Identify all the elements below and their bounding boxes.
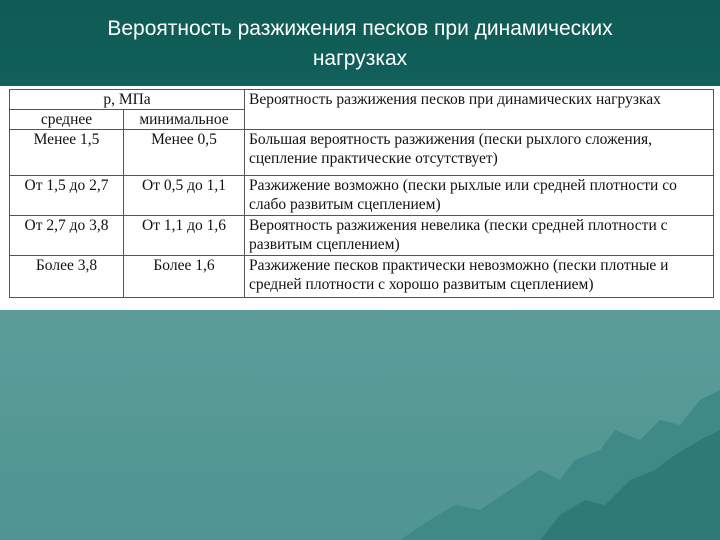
probability-header: Вероятность разжижения песков при динамических нагрузках	[245, 90, 714, 130]
minimum-cell: От 1,1 до 1,6	[124, 216, 245, 256]
pressure-header: p, МПа	[10, 90, 245, 110]
description-cell: Вероятность разжижения невелика (пески средней плотности с развитым сцеплением)	[245, 216, 714, 256]
minimum-cell: Более 1,6	[124, 256, 245, 298]
table-row	[10, 130, 714, 176]
slide-title: Вероятность разжижения песков при динамических нагрузках	[107, 17, 613, 70]
table-row	[10, 216, 714, 256]
minimum-cell: От 0,5 до 1,1	[124, 176, 245, 216]
description-cell: Разжижение песков практически невозможно (пески плотные и средней плотности с хорошо развитым сцеплением)	[245, 256, 714, 298]
average-header: среднее	[10, 110, 124, 130]
description-cell: Разжижение возможно (пески рыхлые или средней плотности со слабо развитым сцеплением)	[245, 176, 714, 216]
table-row	[10, 256, 714, 298]
table-row	[10, 176, 714, 216]
average-cell: От 2,7 до 3,8	[10, 216, 124, 256]
minimum-cell: Менее 0,5	[124, 130, 245, 176]
average-cell: Менее 1,5	[10, 130, 124, 176]
document-panel	[0, 86, 720, 310]
average-cell: Более 3,8	[10, 256, 124, 298]
description-cell: Большая вероятность разжижения (пески рыхлого сложения, сцепление практические отсутствует)	[245, 130, 714, 176]
average-cell: От 1,5 до 2,7	[10, 176, 124, 216]
minimum-header: минимальное	[124, 110, 245, 130]
liquefaction-table	[9, 89, 714, 298]
table-header-row	[10, 90, 714, 110]
